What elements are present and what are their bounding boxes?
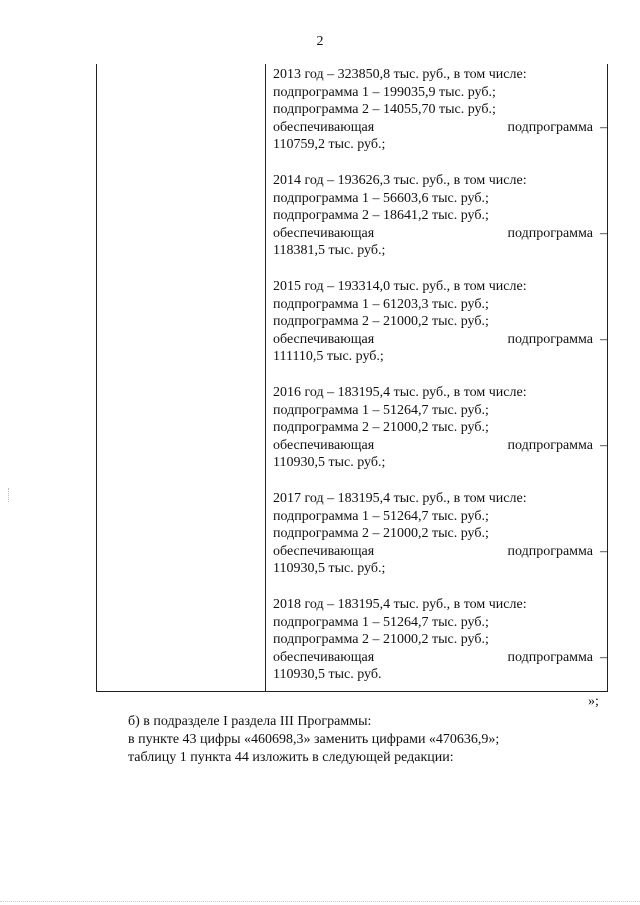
supporting-subprogram-amount: 110930,5 тыс. руб. <box>273 667 382 682</box>
subprogram-2-amount: подпрограмма 2 – 21000,2 тыс. руб.; <box>273 526 489 541</box>
year-total: 2014 год – 193626,3 тыс. руб., в том числе: <box>273 173 527 188</box>
closing-quote: »; <box>588 694 599 709</box>
year-total: 2016 год – 183195,4 тыс. руб., в том числе: <box>273 385 527 400</box>
supporting-subprogram-line <box>273 331 607 349</box>
supporting-subprogram-line <box>273 649 607 667</box>
subprogram-1-amount: подпрограмма 1 – 51264,7 тыс. руб.; <box>273 508 489 524</box>
line-dash: – <box>600 437 607 453</box>
year-block-2018 <box>273 596 607 684</box>
line-dash: – <box>600 225 607 241</box>
amendment-line-3: таблицу 1 пункта 44 изложить в следующей редакции: <box>128 750 454 765</box>
year-block-2014 <box>273 172 607 260</box>
subprogram-2-amount: подпрограмма 2 – 21000,2 тыс. руб.; <box>273 632 489 647</box>
supporting-subprogram-line <box>273 225 607 243</box>
supporting-subprogram-line <box>273 119 607 137</box>
supporting-subprogram-amount: 110930,5 тыс. руб.; <box>273 455 386 470</box>
year-total: 2013 год – 323850,8 тыс. руб., в том числе: <box>273 67 527 82</box>
subprogram-1-amount: подпрограмма 1 – 61203,3 тыс. руб.; <box>273 296 489 312</box>
column-divider <box>265 64 266 691</box>
supporting-subprogram-line <box>273 543 607 561</box>
amendment-line-1: б) в подразделе I раздела III Программы: <box>128 714 372 729</box>
subprogram-2-amount: подпрограмма 2 – 18641,2 тыс. руб.; <box>273 208 489 223</box>
supporting-subprogram-amount: 110759,2 тыс. руб.; <box>273 137 386 152</box>
supporting-word: обеспечивающая <box>273 119 375 135</box>
supporting-subprogram-amount: 118381,5 тыс. руб.; <box>273 243 386 258</box>
year-block-2015 <box>273 278 607 366</box>
supporting-subprogram-amount: 110930,5 тыс. руб.; <box>273 561 386 576</box>
subprogram-word: подпрограмма <box>507 225 593 241</box>
subprogram-1-amount: подпрограмма 1 – 56603,6 тыс. руб.; <box>273 190 489 206</box>
subprogram-2-amount: подпрограмма 2 – 14055,70 тыс. руб.; <box>273 102 496 117</box>
year-total: 2017 год – 183195,4 тыс. руб., в том числе: <box>273 491 527 506</box>
supporting-word: обеспечивающая <box>273 437 375 453</box>
funding-table <box>96 64 608 692</box>
supporting-word: обеспечивающая <box>273 649 375 665</box>
year-block-2016 <box>273 384 607 472</box>
year-total: 2015 год – 193314,0 тыс. руб., в том числе: <box>273 279 527 294</box>
subprogram-word: подпрограмма <box>507 437 593 453</box>
subprogram-1-amount: подпрограмма 1 – 51264,7 тыс. руб.; <box>273 402 489 418</box>
funding-cell <box>273 66 607 702</box>
subprogram-2-amount: подпрограмма 2 – 21000,2 тыс. руб.; <box>273 314 489 329</box>
supporting-subprogram-line <box>273 437 607 455</box>
line-dash: – <box>600 543 607 559</box>
line-dash: – <box>600 649 607 665</box>
supporting-word: обеспечивающая <box>273 543 375 559</box>
page-number: 2 <box>316 34 324 49</box>
amendment-text <box>128 713 499 767</box>
scan-margin-mark <box>8 488 11 502</box>
subprogram-1-amount: подпрограмма 1 – 199035,9 тыс. руб.; <box>273 84 496 100</box>
subprogram-word: подпрограмма <box>507 331 593 347</box>
line-dash: – <box>600 119 607 135</box>
subprogram-word: подпрограмма <box>507 119 593 135</box>
scan-edge-line <box>0 901 640 903</box>
year-total: 2018 год – 183195,4 тыс. руб., в том числе: <box>273 597 527 612</box>
year-block-2017 <box>273 490 607 578</box>
supporting-subprogram-amount: 111110,5 тыс. руб.; <box>273 349 384 364</box>
subprogram-word: подпрограмма <box>507 543 593 559</box>
year-block-2013 <box>273 66 607 154</box>
subprogram-1-amount: подпрограмма 1 – 51264,7 тыс. руб.; <box>273 614 489 630</box>
supporting-word: обеспечивающая <box>273 225 375 241</box>
subprogram-word: подпрограмма <box>507 649 593 665</box>
subprogram-2-amount: подпрограмма 2 – 21000,2 тыс. руб.; <box>273 420 489 435</box>
amendment-line-2: в пункте 43 цифры «460698,3» заменить цифрами «470636,9»; <box>128 732 500 747</box>
line-dash: – <box>600 331 607 347</box>
supporting-word: обеспечивающая <box>273 331 375 347</box>
